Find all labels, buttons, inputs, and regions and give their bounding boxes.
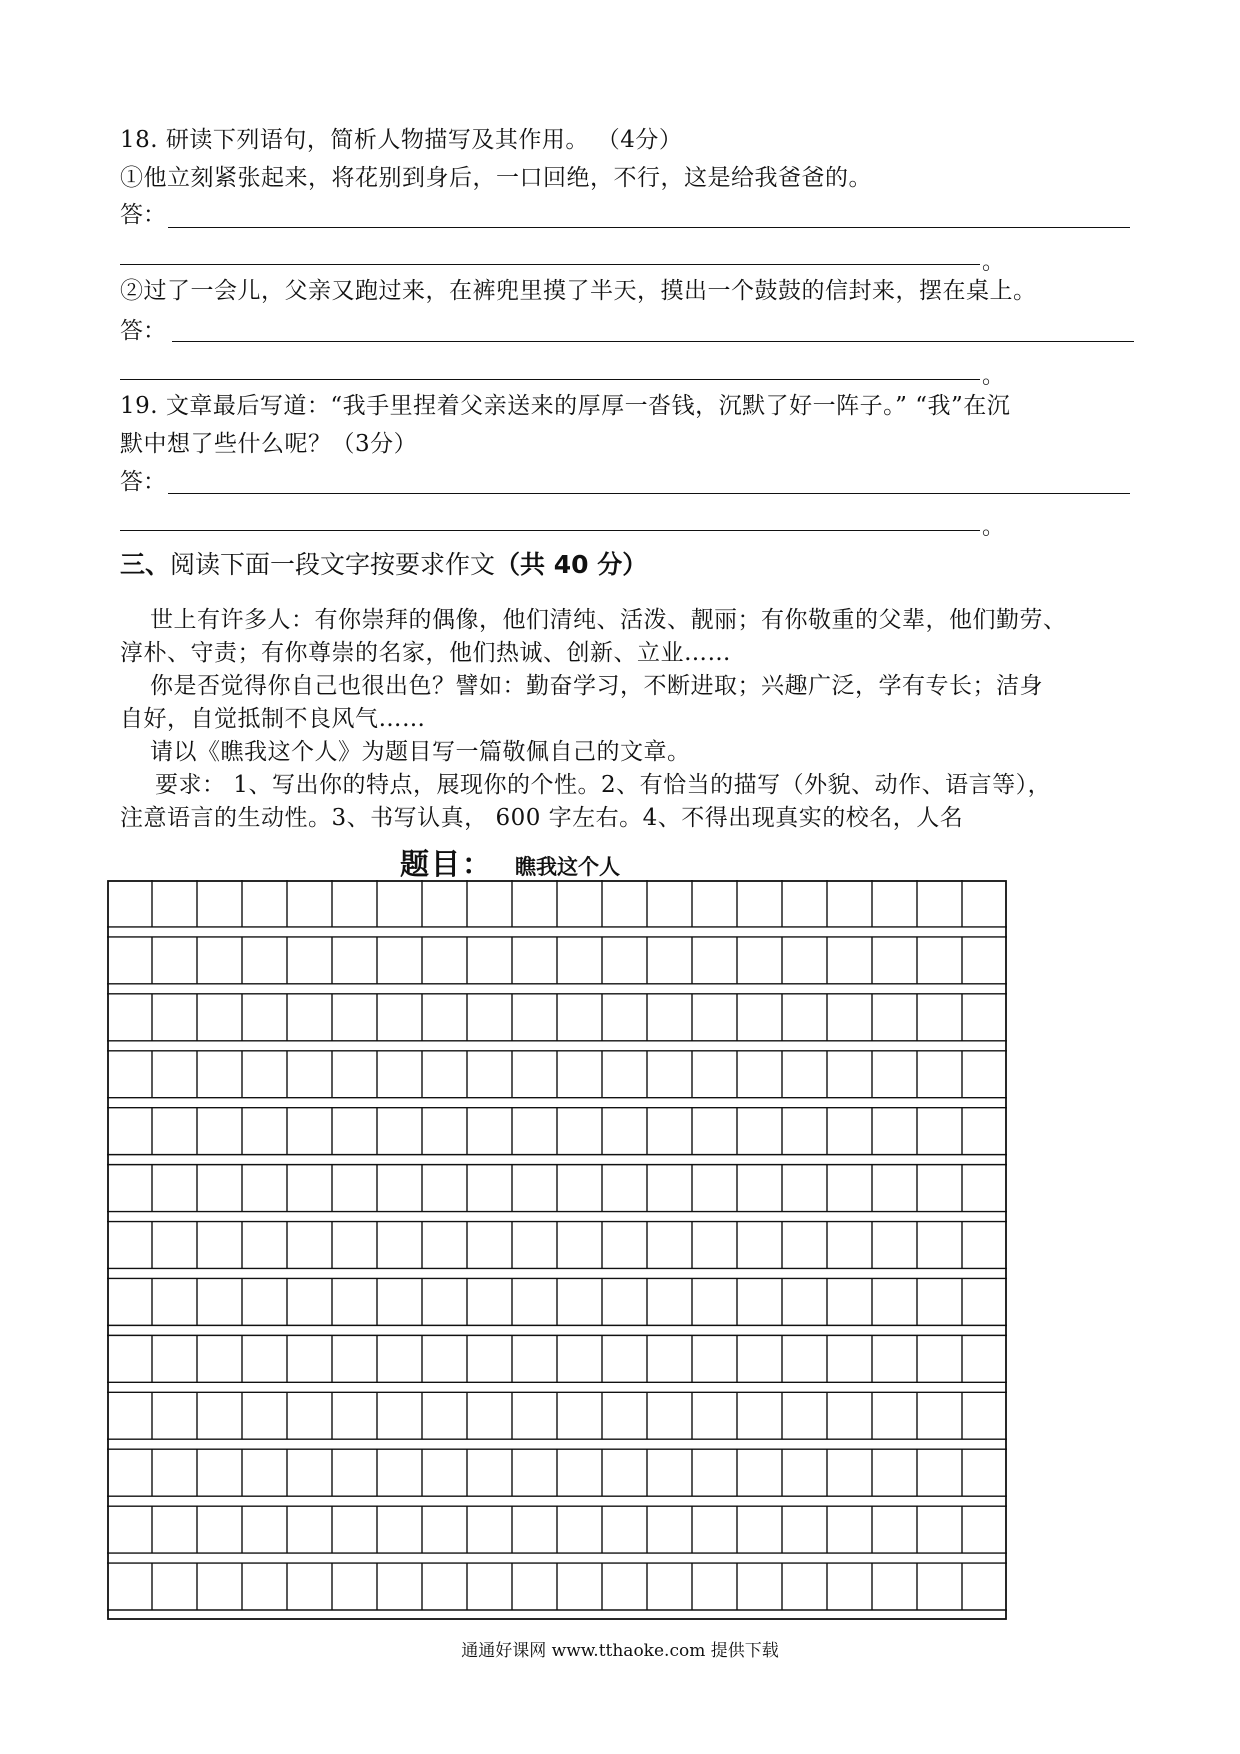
requirements-line: 要求： 1、写出你的特点，展现你的个性。2、有恰当的描写（外貌、动作、语言等）， — [155, 772, 1052, 798]
answer-line[interactable] — [172, 341, 1134, 342]
writing-grid-svg[interactable] — [107, 880, 1007, 1620]
passage-line: 请以《瞧我这个人》为题目写一篇敬佩自己的文章。 — [150, 739, 691, 765]
period-mark: 。 — [982, 250, 1005, 275]
footer-credit: 通通好课网 www.tthaoke.com 提供下载 — [461, 1641, 779, 1661]
passage-line: 世上有许多人：有你崇拜的偶像，他们清纯、活泼、靓丽；有你敬重的父辈，他们勤劳、 — [150, 607, 1067, 633]
essay-title-value: 瞧我这个人 — [515, 855, 621, 879]
essay-title-label: 题目： — [400, 847, 494, 881]
q18-prompt: 18. 研读下列语句，简析人物描写及其作用。 （4分） — [120, 127, 683, 153]
section-score: （共 40 分） — [495, 550, 648, 579]
writing-grid[interactable] — [107, 880, 1007, 1620]
requirements-line: 注意语言的生动性。3、书写认真， 600 字左右。4、不得出现真实的校名，人名 — [120, 805, 964, 831]
q18-sentence-2: ②过了一会儿，父亲又跑过来，在裤兜里摸了半天，摸出一个鼓鼓的信封来，摆在桌上。 — [120, 278, 1037, 304]
answer-line[interactable] — [168, 493, 1130, 494]
answer-line[interactable] — [120, 379, 980, 380]
answer-line[interactable] — [168, 227, 1130, 228]
section-title: 阅读下面一段文字按要求作文 — [170, 550, 496, 579]
answer-line[interactable] — [120, 264, 980, 265]
section-number: 三、 — [120, 550, 171, 579]
q18-sentence-1: ①他立刻紧张起来，将花别到身后，一口回绝，不行，这是给我爸爸的。 — [120, 165, 872, 191]
section-3-heading — [120, 548, 647, 582]
answer-label: 答： — [120, 202, 166, 228]
period-mark: 。 — [982, 364, 1005, 389]
q19-prompt-line-1: 19. 文章最后写道：“我手里捏着父亲送来的厚厚一沓钱，沉默了好一阵子。” “我”在沉 — [120, 393, 1011, 419]
answer-label: 答： — [120, 469, 166, 495]
period-mark: 。 — [982, 515, 1005, 540]
essay-title — [400, 842, 620, 883]
passage-line: 你是否觉得你自己也很出色？譬如：勤奋学习，不断进取；兴趣广泛，学有专长；洁身 — [150, 673, 1043, 699]
passage-line: 自好，自觉抵制不良风气…… — [120, 706, 426, 732]
answer-line[interactable] — [120, 530, 980, 531]
q19-prompt-line-2: 默中想了些什么呢？（3分） — [120, 431, 418, 457]
answer-label: 答： — [120, 318, 166, 344]
passage-line: 淳朴、守责；有你尊崇的名家，他们热诚、创新、立业…… — [120, 640, 731, 666]
